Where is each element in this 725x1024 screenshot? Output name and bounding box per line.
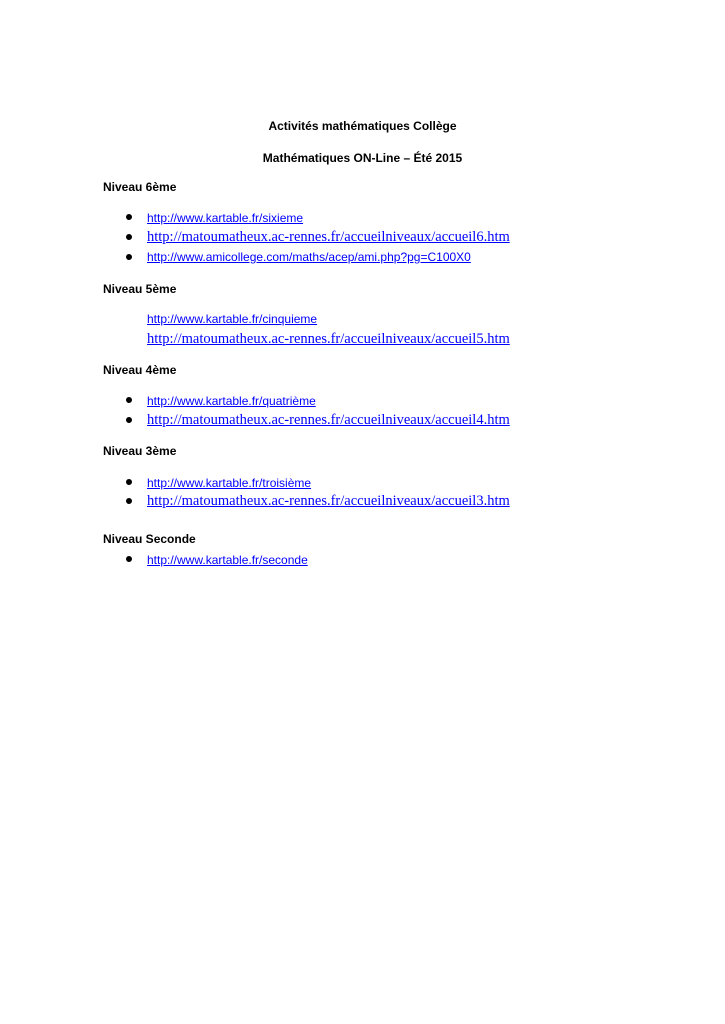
link-kartable-quatrieme[interactable]: http://www.kartable.fr/quatrième [147, 394, 316, 408]
section-heading-5eme: Niveau 5ème [103, 282, 177, 296]
bullet-icon [126, 498, 132, 504]
bullet-icon [126, 479, 132, 485]
link-matoumatheux-accueil4[interactable]: http://matoumatheux.ac-rennes.fr/accueilniveaux/accueil4.htm [147, 412, 510, 428]
link-kartable-seconde[interactable]: http://www.kartable.fr/seconde [147, 553, 308, 567]
bullet-icon [126, 397, 132, 403]
link-amicollege[interactable]: http://www.amicollege.com/maths/acep/ami.php?pg=C100X0 [147, 250, 471, 264]
bullet-icon [126, 417, 132, 423]
bullet-icon [126, 254, 132, 260]
link-kartable-sixieme[interactable]: http://www.kartable.fr/sixieme [147, 211, 304, 225]
section-heading-4eme: Niveau 4ème [103, 363, 177, 377]
section-heading-3eme: Niveau 3ème [103, 444, 177, 458]
link-kartable-troisieme[interactable]: http://www.kartable.fr/troisième [147, 476, 312, 490]
document-subtitle: Mathématiques ON-Line – Été 2015 [262, 151, 463, 165]
link-matoumatheux-accueil3[interactable]: http://matoumatheux.ac-rennes.fr/accueilniveaux/accueil3.htm [147, 493, 510, 509]
bullet-icon [126, 234, 132, 240]
document-title: Activités mathématiques Collège [268, 119, 457, 133]
link-matoumatheux-accueil6[interactable]: http://matoumatheux.ac-rennes.fr/accueilniveaux/accueil6.htm [147, 229, 510, 245]
section-heading-6eme: Niveau 6ème [103, 180, 177, 194]
section-heading-seconde: Niveau Seconde [103, 532, 196, 546]
bullet-icon [126, 214, 132, 220]
link-matoumatheux-accueil5[interactable]: http://matoumatheux.ac-rennes.fr/accueilniveaux/accueil5.htm [147, 331, 510, 347]
link-kartable-cinquieme[interactable]: http://www.kartable.fr/cinquieme [147, 312, 318, 326]
bullet-icon [126, 556, 132, 562]
